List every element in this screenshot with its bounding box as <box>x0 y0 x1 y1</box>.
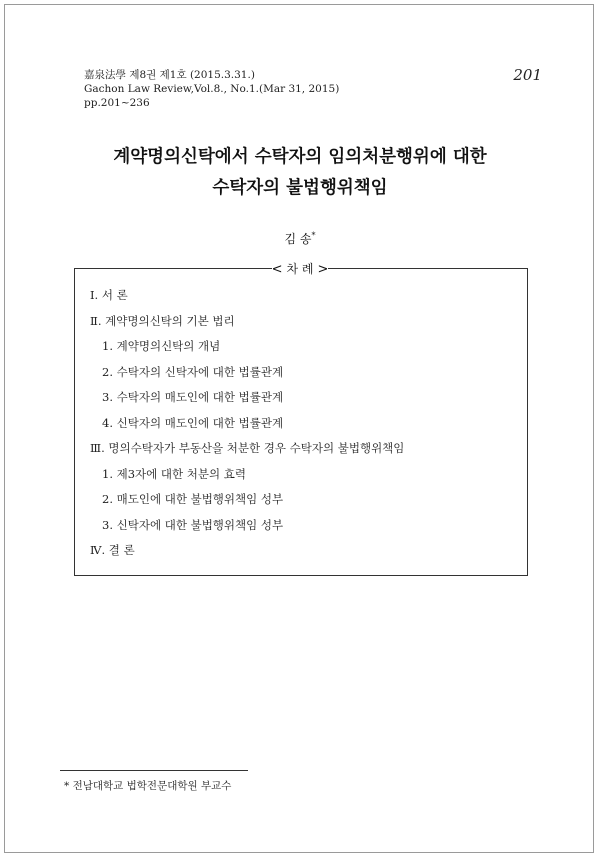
toc-list <box>90 286 404 567</box>
footnote: * 전남대학교 법학전문대학원 부교수 <box>64 780 232 792</box>
footnote-divider <box>60 770 248 771</box>
toc-item: 3. 신탁자에 대한 불법행위책임 성부 <box>102 517 284 532</box>
toc-heading-label: 차 례 <box>283 262 318 276</box>
toc-item: Ⅳ. 결 론 <box>90 543 135 557</box>
journal-header <box>84 68 339 110</box>
toc-item: 3. 수탁자의 매도인에 대한 법률관계 <box>102 390 284 404</box>
author <box>0 230 600 247</box>
author-footnote-marker: * <box>311 231 316 240</box>
toc-item: 1. 계약명의신탁의 개념 <box>102 339 221 353</box>
journal-korean: 嘉泉法學 제8권 제1호 (2015.3.31.) <box>84 69 255 81</box>
toc-item: Ⅰ. 서 론 <box>90 288 128 302</box>
page-range: pp.201~236 <box>84 97 150 109</box>
toc-item: Ⅱ. 계약명의신탁의 기본 법리 <box>90 313 235 328</box>
title-line-1: 계약명의신탁에서 수탁자의 임의처분행위에 대한 <box>113 147 487 167</box>
journal-english: Gachon Law Review,Vol.8., No.1.(Mar 31, 2015) <box>84 83 340 95</box>
toc-item: 1. 제3자에 대한 처분의 효력 <box>102 466 246 481</box>
author-name: 김 송 <box>284 232 312 246</box>
page-number: 201 <box>513 66 542 84</box>
toc-heading <box>0 260 600 277</box>
toc-item: 2. 수탁자의 신탁자에 대한 법률관계 <box>102 364 284 379</box>
chevron-right-icon: > <box>317 262 329 277</box>
paper-title <box>0 142 600 204</box>
toc-item: 4. 신탁자의 매도인에 대한 법률관계 <box>102 415 284 430</box>
toc-item: Ⅲ. 명의수탁자가 부동산을 처분한 경우 수탁자의 불법행위책임 <box>90 441 405 455</box>
toc-item: 2. 매도인에 대한 불법행위책임 성부 <box>102 492 284 506</box>
title-line-2: 수탁자의 불법행위책임 <box>212 178 388 198</box>
chevron-left-icon: < <box>271 262 283 277</box>
